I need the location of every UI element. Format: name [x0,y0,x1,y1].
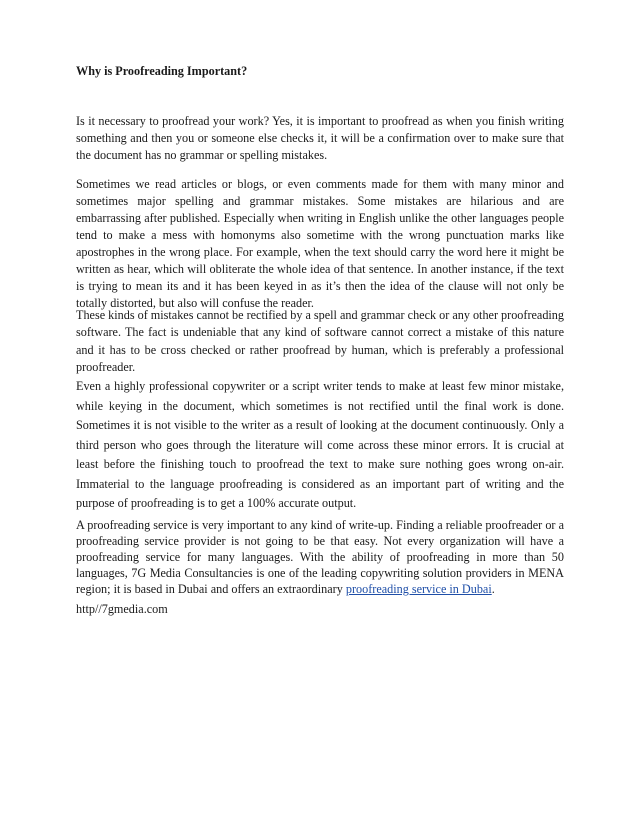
paragraph-common-mistakes: Sometimes we read articles or blogs, or even comments made for them with many minor and sometimes major spelling and grammar mistakes. Some mistakes are hilarious and are embarrassing after published. Especially when writing in English unlike the other languages people tend to make a mess with homonyms also sometime with the wrong punctuation marks like apostrophes in the wrong place. For example, when the text should carry the word here it might be written as hear, which will obliterate the whole idea of that sentence. In another instance, if the text is trying to mean its and it has been keyed in as it’s then the idea of the clause will not only be totally distorted, but also will confuse the reader. [76,177,564,310]
document-title: Why is Proofreading Important? [76,64,248,78]
paragraph-software-limits: These kinds of mistakes cannot be rectified by a spell and grammar check or any other proofreading software. The fact is undeniable that any kind of software cannot correct a mistake of this nature and it has to be cross checked or rather proofread by human, which is preferably a professional proofreader. [76,308,564,375]
paragraph-intro: Is it necessary to proofread your work? Yes, it is important to proofread as when you finish writing something and then you or someone else checks it, it will be a confirmation over to make sure that the document has no grammar or spelling mistakes. [76,114,564,162]
footer-url: http//7gmedia.com [76,602,168,616]
paragraph-service [76,517,564,597]
proofreading-service-link[interactable]: proofreading service in Dubai [345,582,492,596]
paragraph-professional-writers: Even a highly professional copywriter or a script writer tends to make at least few minor mistake, while keying in the document, which sometimes is not rectified until the final work is done. Sometimes it is not visible to the writer as a result of looking at the document continuously. Only a third person who goes through the literature will come across these minor errors. It is crucial at least before the finishing touch to proofread the text to make sure nothing goes wrong on-air. Immaterial to the language proofreading is considered as an important part of writing and the purpose of proofreading is to get a 100% accurate output. [76,379,564,510]
service-text: A proofreading service is very important to any kind of write-up. Finding a reliable proofreader or a proofreading service provider is not going to be that easy. Not every organization will have a proofreading service for many languages. With the ability of proofreading in more than 50 languages, 7G Media Consultancies is one of the leading copywriting solution providers in MENA region; it is based in Dubai and offers an extraordinary [76,518,564,596]
service-text-end: . [491,582,495,596]
